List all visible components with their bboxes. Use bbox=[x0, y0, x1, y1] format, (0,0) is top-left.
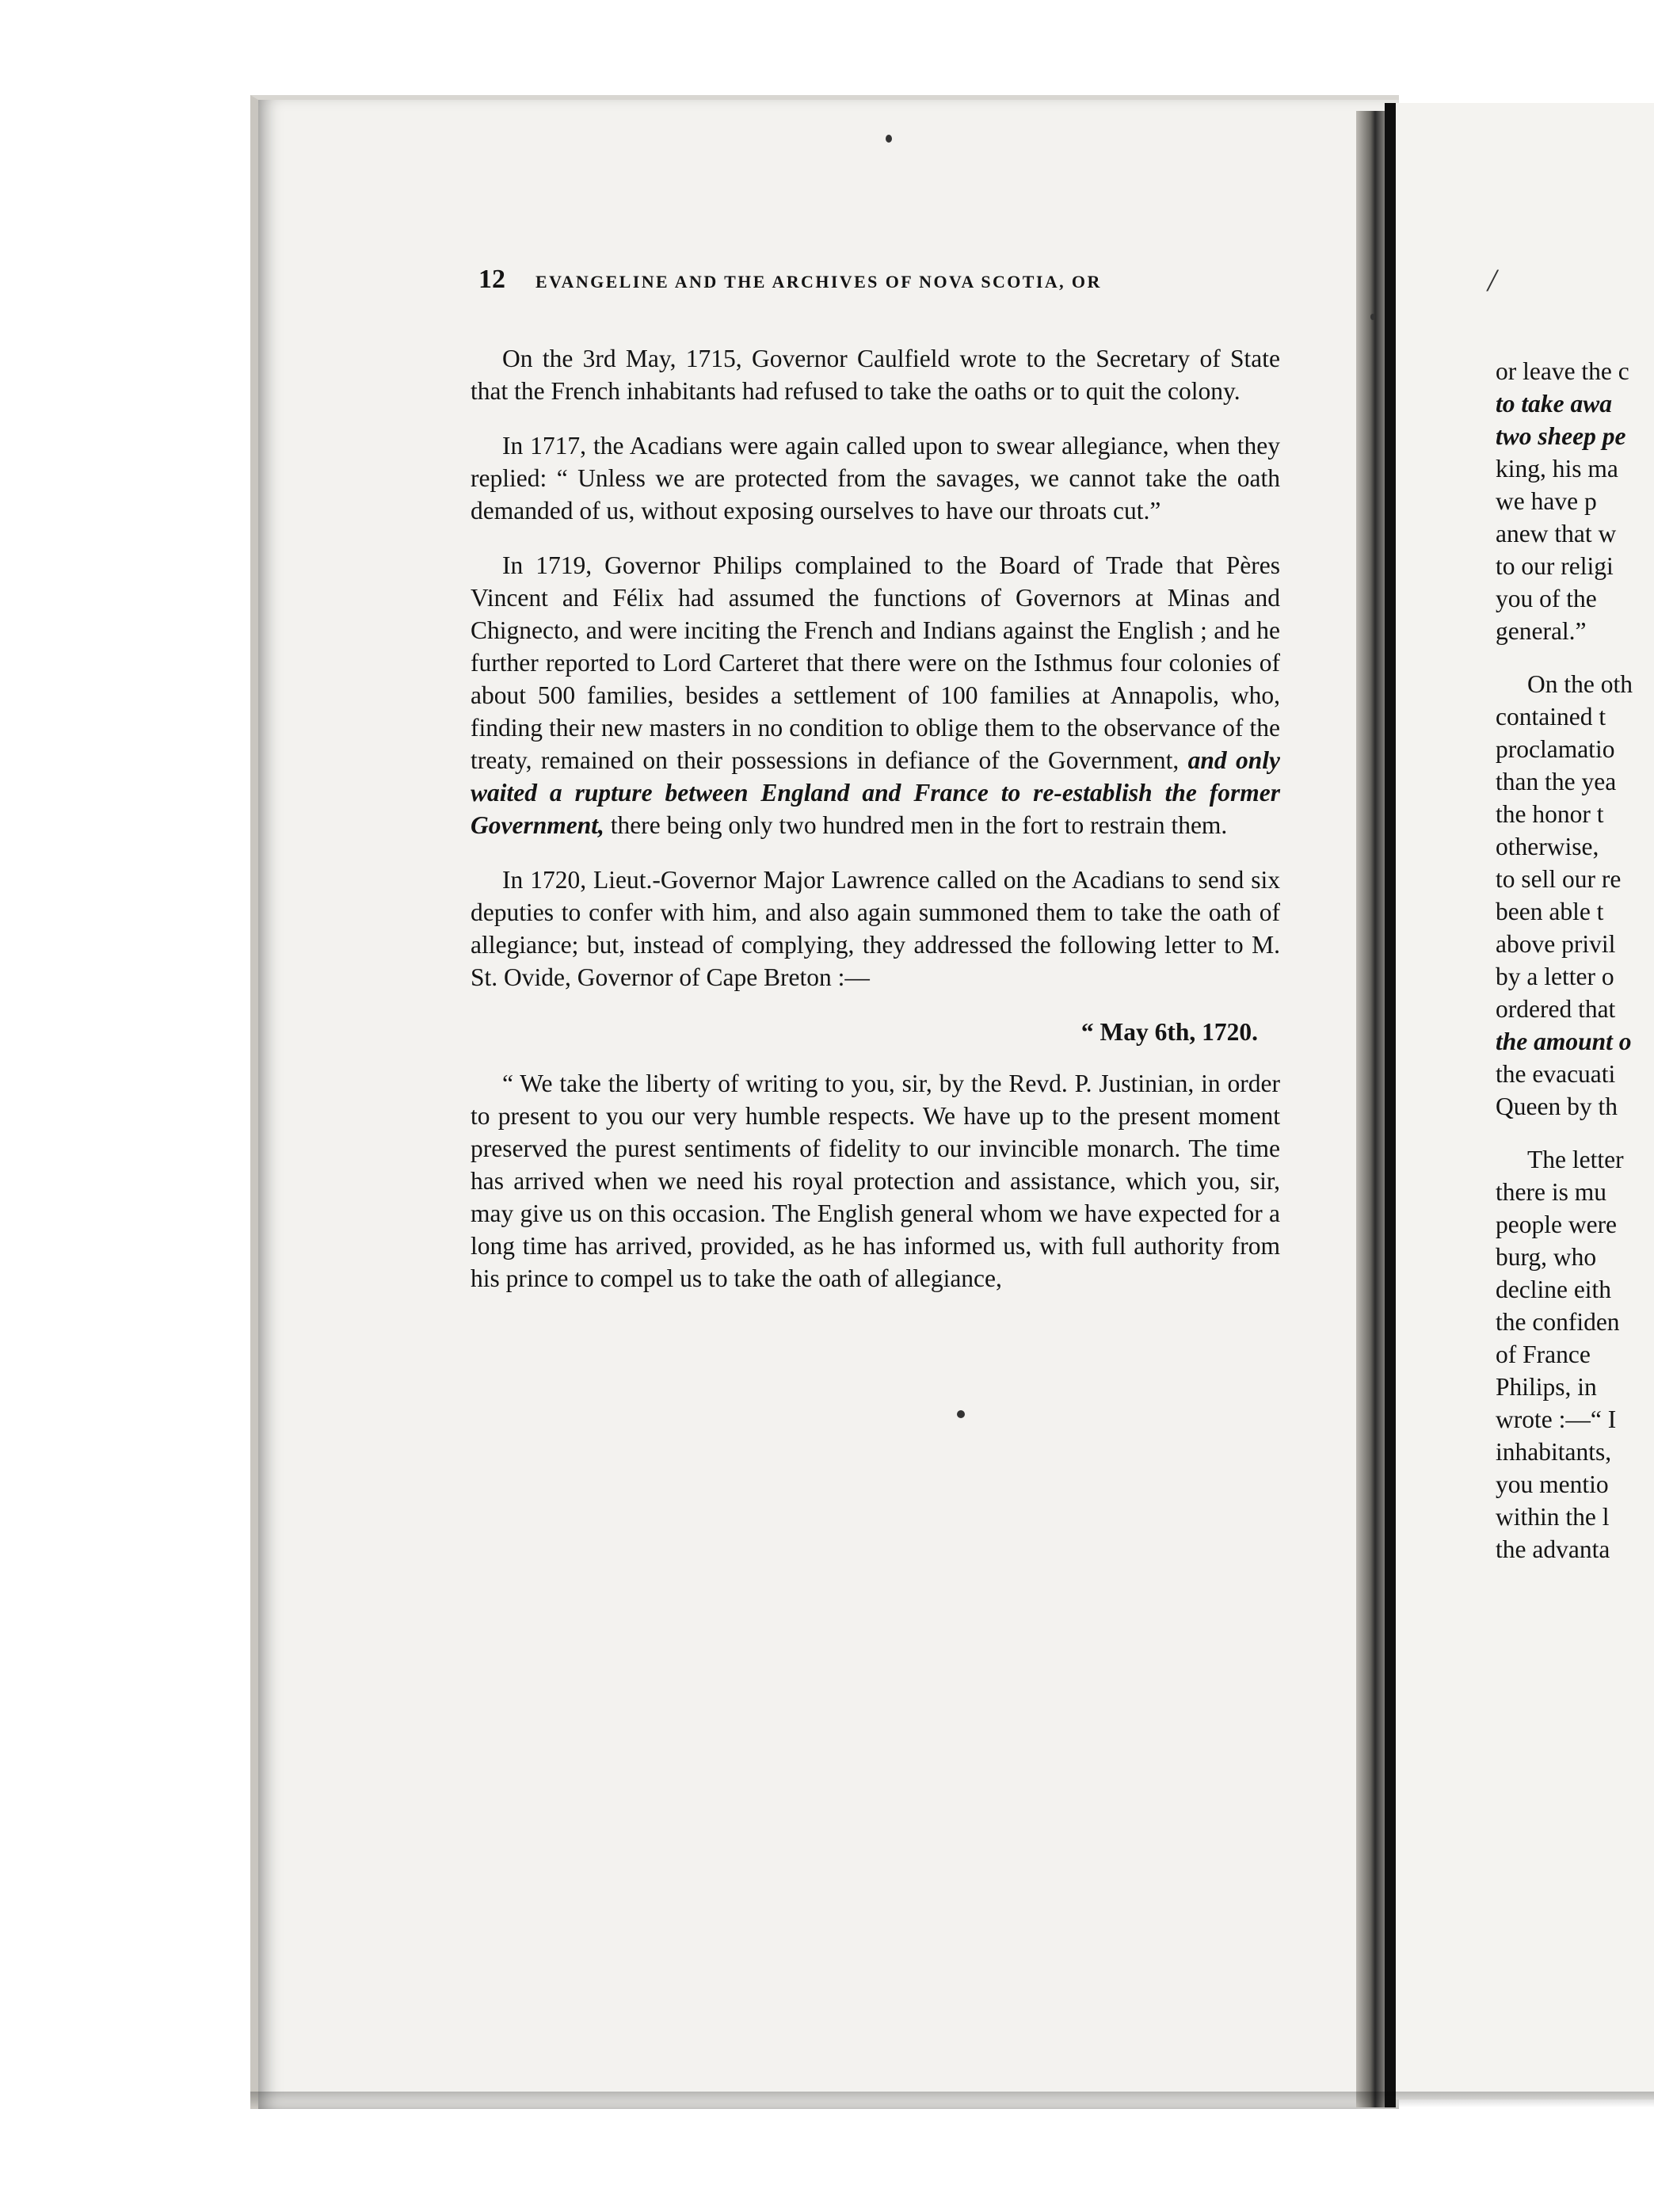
right-page-gap bbox=[1496, 647, 1654, 668]
paragraph-1719-italic: and only waited a rupture between England and France to re-establish the former Government, bbox=[471, 746, 1280, 839]
right-page-line: the confiden bbox=[1496, 1308, 1620, 1336]
right-page-line: burg, who bbox=[1496, 1243, 1597, 1271]
page-bottom-shadow bbox=[250, 2092, 1654, 2107]
right-page-line: within the l bbox=[1496, 1503, 1610, 1531]
right-page-line: the evacuati bbox=[1496, 1060, 1616, 1088]
right-page-line: above privil bbox=[1496, 930, 1616, 958]
running-head: EVANGELINE AND THE ARCHIVES OF NOVA SCOTIA, OR bbox=[535, 272, 1102, 292]
book-gutter bbox=[1356, 111, 1388, 2107]
right-page-line: or leave the c bbox=[1496, 357, 1629, 385]
paragraph-1719 bbox=[471, 549, 1280, 841]
right-page-line: two sheep pe bbox=[1496, 422, 1626, 450]
right-page-line: inhabitants, bbox=[1496, 1438, 1612, 1466]
right-page-line: Queen by th bbox=[1496, 1093, 1618, 1120]
left-page-text bbox=[471, 342, 1280, 1317]
book-spine bbox=[1385, 103, 1396, 2107]
right-page-line: king, his ma bbox=[1496, 455, 1618, 482]
right-page-line: by a letter o bbox=[1496, 963, 1614, 990]
right-page-line: we have p bbox=[1496, 487, 1597, 515]
right-page-line: contained t bbox=[1496, 703, 1606, 730]
right-page-line: you mentio bbox=[1496, 1470, 1609, 1498]
right-page-line: to sell our re bbox=[1496, 865, 1622, 893]
right-page-text bbox=[1496, 355, 1654, 1566]
right-page-line: Philips, in bbox=[1496, 1373, 1597, 1401]
right-page-line: of France bbox=[1496, 1341, 1591, 1368]
letter-date: “ May 6th, 1720. bbox=[1080, 1018, 1258, 1046]
paragraph-1719-text: In 1719, Governor Philips complained to the Board of Trade that Pères Vincent and Félix had assumed the functions of Governors at Minas and Chignecto, and were inciting the French and Indians against the English ; and he further reported to Lord Carteret that there were on the Isthmus four colonies of about 500 families, besides a settlement of 100 families at Annapolis, who, finding their new masters in no condition to oblige them to the observance of the treaty, remained on their possessions in defiance of the Government, bbox=[471, 551, 1280, 774]
right-page-line: the advanta bbox=[1496, 1535, 1610, 1563]
ink-speck bbox=[886, 135, 892, 143]
right-page-line: otherwise, bbox=[1496, 833, 1599, 860]
ink-speck bbox=[1370, 314, 1375, 320]
ink-speck bbox=[957, 1410, 965, 1418]
right-page-line: been able t bbox=[1496, 898, 1604, 925]
right-page-line: On the oth bbox=[1527, 670, 1633, 698]
paragraph-1715: On the 3rd May, 1715, Governor Caulfield wrote to the Secretary of State that the French inhabitants had refused to take the oaths or to quit the colony. bbox=[471, 345, 1280, 405]
page-header bbox=[478, 265, 1271, 304]
page-number: 12 bbox=[478, 265, 505, 294]
right-page-line: the honor t bbox=[1496, 800, 1604, 828]
paragraph-1720: In 1720, Lieut.-Governor Major Lawrence called on the Acadians to send six deputies to confer with him, and also again summoned them to take the oath of allegiance; but, instead of complying, they addressed the following letter to M. St. Ovide, Governor of Cape Breton :— bbox=[471, 866, 1280, 991]
paragraph-1717: In 1717, the Acadians were again called upon to swear allegiance, when they replied: “ Unless we are protected from the savages, we cannot take the oath demanded of us, without exposing ourselves to have our throats cut.” bbox=[471, 432, 1280, 524]
right-page-line: to take awa bbox=[1496, 390, 1612, 418]
right-page-line: The letter bbox=[1527, 1146, 1624, 1173]
right-page-line: than the yea bbox=[1496, 768, 1617, 795]
right-page-line: to our religi bbox=[1496, 552, 1614, 580]
right-page-line: general.” bbox=[1496, 617, 1587, 645]
right-page-line: ordered that bbox=[1496, 995, 1616, 1023]
right-page-line: there is mu bbox=[1496, 1178, 1606, 1206]
right-page-line: anew that w bbox=[1496, 520, 1617, 547]
right-page-line: people were bbox=[1496, 1211, 1618, 1238]
right-page-gap bbox=[1496, 1123, 1654, 1143]
right-page-line: the amount o bbox=[1496, 1028, 1632, 1055]
right-page-line: decline eith bbox=[1496, 1276, 1612, 1303]
right-page-line: you of the bbox=[1496, 585, 1597, 612]
paragraph-1719-end: there being only two hundred men in the fort to restrain them. bbox=[610, 811, 1228, 839]
right-page-line: proclamatio bbox=[1496, 735, 1615, 763]
letter-paragraph: “ We take the liberty of writing to you, sir, by the Revd. P. Justinian, in order to present to you our very humble respects. We have up to the present moment preserved the purest sentiments of fidelity to our invincible monarch. The time has arrived when we need his royal protection and assistance, which you, sir, may give us on this occasion. The English general whom we have expected for a long time has arrived, provided, as he has informed us, with full authority from his prince to compel us to take the oath of allegiance, bbox=[471, 1070, 1280, 1292]
right-page-mark: / bbox=[1488, 262, 1497, 298]
right-page-line: wrote :—“ I bbox=[1496, 1405, 1617, 1433]
